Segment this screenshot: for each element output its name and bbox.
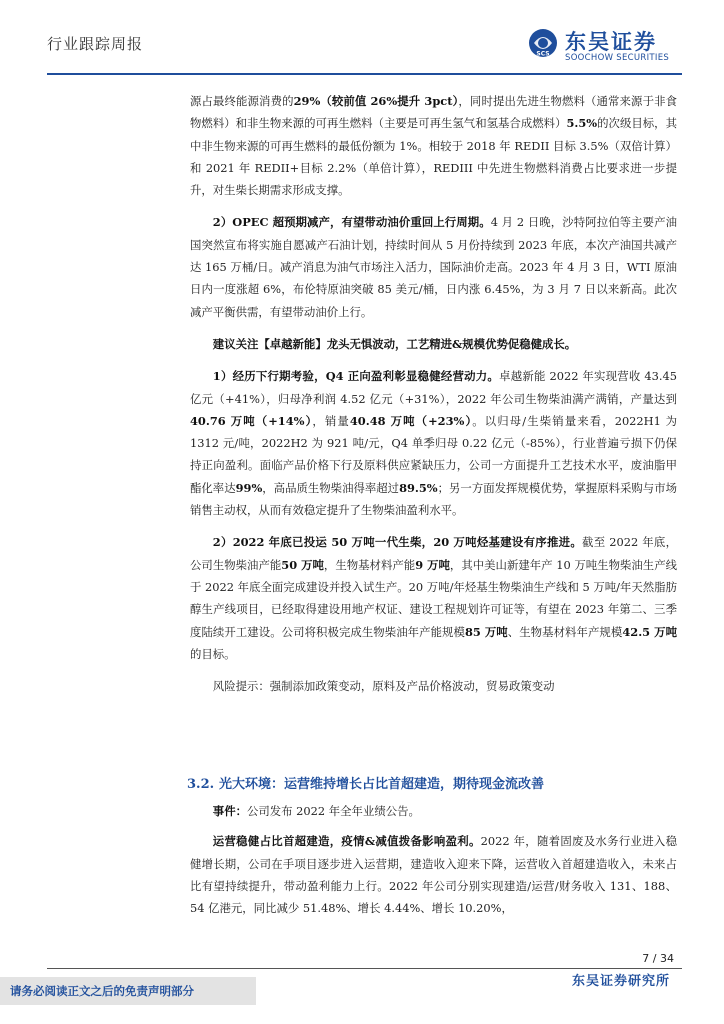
header-divider (47, 73, 682, 75)
section-number: 3.2. (187, 777, 215, 792)
paragraph-redIII: 源占最终能源消费的29%（较前值 26%提升 3pct），同时提出先进生物燃料（通常来源于非食物燃料）和非生物来源的可再生燃料（主要是可再生氢气和氢基合成燃料）5.5%的次级目标，其中非生物来源的可再生燃料的最低份额为 1%。相较于 2018 年 REDII 目标 3.5%（双倍计算）和 2021 年 REDII+目标 2.2%（单倍计算），REDIII 中先进生物燃料消费占比要求进一步提升，对生柴长期需求形成支撑。 (190, 94, 677, 198)
paragraph-opec: 2）OPEC 超预期减产，有望带动油价重回上行周期。4 月 2 日晚，沙特阿拉伯等主要产油国突然宣布将实施自愿减产石油计划，持续时间从 5 月份持续到 2023 年底，本次产油国共减产达 165 万桶/日。减产消息为油气市场注入活力，国际油价走高。2023 年 4 月 3 日，WTI 原油日内一度涨超 6%，布伦特原油突破 85 美元/桶，日内涨 6.45%，为 3 月 7 日以来新高。此次减产平衡供需，有望带动油价上行。 (190, 215, 677, 319)
paragraph-q4-profit: 1）经历下行期考验，Q4 正向盈利彰显稳健经营动力。卓越新能 2022 年实现营收 43.45 亿元（+41%），归母净利润 4.52 亿元（+31%），2022 年公司生物柴油满产满销，产量达到40.76 万吨（+14%），销量40.48 万吨（+23%）。以归母/生柴销量来看，2022H1 为 1312 元/吨，2022H2 为 921 吨/元，Q4 单季归母 0.22 亿元（-85%），行业普遍亏损下仍保持正向盈利。面临产品价格下行及原料供应紧缺压力，公司一方面提升工艺技术水平，废油脂甲酯化率达99%，高品质生物柴油得率超过89.5%；另一方面发挥规模优势，掌握原料采购与市场销售主动权，从而有效稳定提升了生物柴油盈利水平。 (190, 369, 677, 518)
paragraph-capacity: 2）2022 年底已投运 50 万吨一代生柴，20 万吨烃基建设有序推进。截至 2022 年底，公司生物柴油产能50 万吨，生物基材料产能9 万吨，其中美山新建年产 10 万吨生物柴油生产线于 2022 年底全面完成建设并投入试生产。20 万吨/年烃基生物柴油生产线和 5 万吨/年天然脂肪醇生产线项目，已经取得建设用地产权证、建设工程规划许可证等，有望在 2023 年第二、三季度陆续开工建设。公司将积极完成生物柴油年产能规模85 万吨、生物基材料年产规模42.5 万吨的目标。 (190, 535, 677, 661)
institute-name: 东吴证券研究所 (571, 974, 670, 989)
paragraph-operations: 运营稳健占比首超建造，疫情&减值拨备影响盈利。2022 年，随着固废及水务行业进入稳健增长期，公司在手项目逐步进入运营期，建造收入迎来下降，运营收入首超建造收入，未来占比有望持续提升，带动盈利能力上行。2022 年公司分别实现建造/运营/财务收入 131、188、54 亿港元，同比减少 51.48%、增长 4.44%、增长 10.20%， (190, 834, 677, 916)
report-type-label: 行业跟踪周报 (47, 35, 144, 53)
section-title: 光大环境：运营维持增长占比首超建造，期待现金流改善 (219, 777, 545, 792)
logo-chinese-name: 东吴证券 (565, 30, 657, 54)
disclaimer-banner: 请务必阅读正文之后的免责声明部分 (0, 977, 256, 1005)
section-content (190, 800, 677, 927)
scs-logo-icon (528, 28, 558, 58)
event-line: 事件：公司发布 2022 年全年业绩公告。 (212, 804, 420, 818)
footer-divider (47, 968, 682, 969)
page-number: 7 / 34 (642, 952, 674, 965)
logo-english-name: SOOCHOW SECURITIES (565, 53, 670, 63)
soochow-securities-logo (528, 26, 700, 66)
section-heading (187, 773, 687, 792)
recommendation-heading: 建议关注【卓越新能】龙头无惧波动，工艺精进&规模优势促稳健成长。 (212, 336, 577, 351)
main-content (190, 90, 677, 707)
logo-mark-text: SCS (536, 50, 550, 58)
risk-warning: 风险提示：强制添加政策变动，原料及产品价格波动，贸易政策变动 (212, 679, 555, 694)
